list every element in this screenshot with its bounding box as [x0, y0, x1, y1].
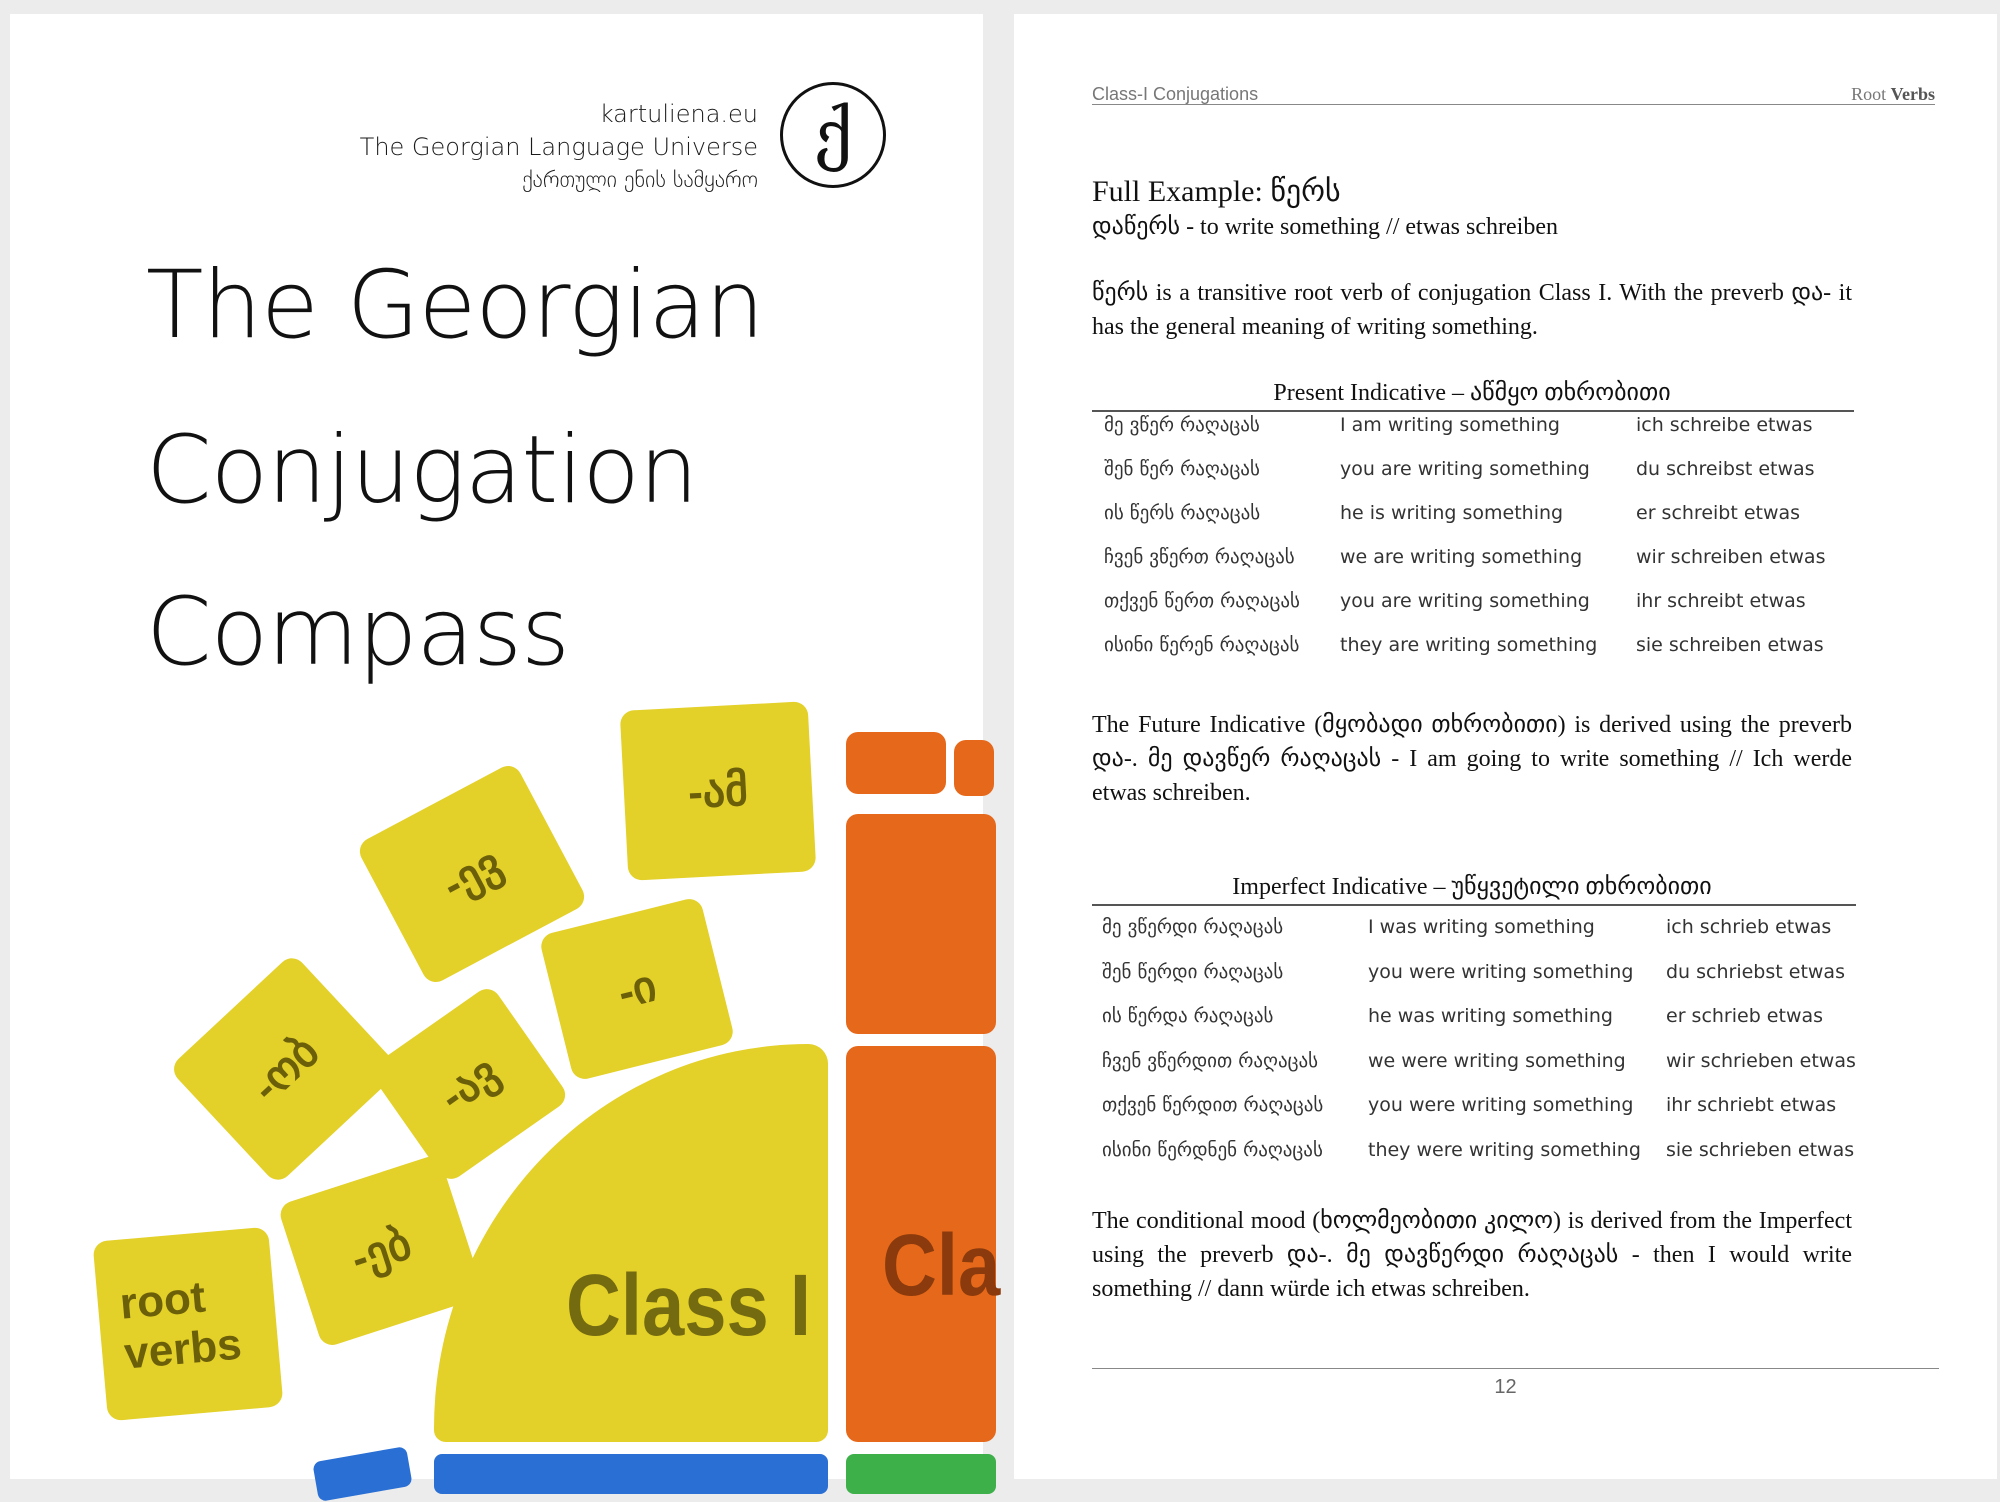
present-cell-georgian: ის წერს რაღაცას: [1104, 502, 1261, 524]
tile-av: -ავ: [367, 984, 570, 1185]
conditional-paragraph: The conditional mood (ხოლმეობითი კილო) is derived from the Imperfect using the preverb და-. მე დავწერდი რაღაცას - then I would write something // dann würde ich etwas schreiben.: [1092, 1208, 1852, 1302]
imperfect-cell-german: sie schrieben etwas: [1666, 1138, 1855, 1161]
brand-georgian: ქართული ენის სამყარო: [522, 168, 758, 193]
present-cell-georgian: თქვენ წერთ რაღაცას: [1104, 590, 1300, 612]
cover-page: [10, 14, 1001, 1479]
footer-rule: [1092, 1368, 1939, 1369]
imperfect-cell-english: he was writing something: [1368, 1005, 1613, 1027]
present-cell-german: wir schreiben etwas: [1636, 546, 1826, 568]
imperfect-cell-georgian: მე ვწერდი რაღაცას: [1102, 916, 1284, 938]
present-cell-georgian: ისინი წერენ რაღაცას: [1104, 634, 1300, 656]
orange-block-top-1: [846, 732, 946, 794]
example-heading: Full Example: წერს: [1092, 175, 1341, 208]
orange-block-mid: [846, 814, 996, 1034]
imperfect-cell-georgian: შენ წერდი რაღაცას: [1102, 960, 1284, 983]
brand-block: [360, 98, 758, 197]
tile-eb: -ებ: [277, 1153, 485, 1348]
present-cell-georgian: შენ წერ რაღაცას: [1104, 458, 1260, 480]
imperfect-cell-georgian: თქვენ წერდით რაღაცას: [1102, 1094, 1324, 1116]
blue-block-1: [312, 1446, 413, 1502]
imperfect-cell-german: ich schrieb etwas: [1666, 916, 1832, 938]
present-cell-english: we are writing something: [1340, 546, 1583, 568]
intro-paragraph: წერს is a transitive root verb of conjugation Class I. With the preverb და- it has the general meaning of writing something.: [1092, 280, 1852, 340]
brand-tagline: The Georgian Language Universe: [359, 133, 758, 161]
page-number: 12: [1494, 1376, 1517, 1398]
present-cell-german: du schreibst etwas: [1636, 458, 1815, 480]
present-table-rule: [1092, 410, 1854, 412]
imperfect-cell-english: they were writing something: [1368, 1138, 1641, 1161]
imperfect-cell-english: we were writing something: [1368, 1049, 1626, 1072]
blue-block-2: [434, 1454, 828, 1494]
imperfect-table-caption: Imperfect Indicative – უწყვეტილი თხრობითი: [1232, 874, 1712, 900]
imperfect-cell-german: er schrieb etwas: [1666, 1005, 1824, 1027]
title-line-3: Compass: [146, 578, 569, 687]
title-line-2: Conjugation: [146, 416, 698, 525]
present-cell-german: sie schreiben etwas: [1636, 634, 1824, 656]
tile-ob: -ობ: [168, 953, 401, 1186]
tile-ev: -ევ: [355, 761, 589, 987]
present-cell-english: they are writing something: [1340, 634, 1598, 656]
present-cell-german: er schreibt etwas: [1636, 502, 1801, 524]
imperfect-cell-georgian: ის წერდა რაღაცას: [1102, 1005, 1274, 1027]
brand-site: kartuliena.eu: [599, 100, 758, 128]
header-left: Class-I Conjugations: [1092, 84, 1259, 104]
imperfect-cell-georgian: ისინი წერდნენ რაღაცას: [1102, 1138, 1323, 1161]
imperfect-cell-georgian: ჩვენ ვწერდით რაღაცას: [1102, 1049, 1319, 1072]
present-cell-english: you are writing something: [1340, 458, 1590, 480]
header-right: Root Verbs: [1851, 84, 1935, 104]
imperfect-cell-german: du schriebst etwas: [1666, 960, 1845, 983]
present-cell-georgian: ჩვენ ვწერთ რაღაცას: [1104, 546, 1295, 568]
present-cell-english: he is writing something: [1340, 502, 1564, 524]
imperfect-cell-english: you were writing something: [1368, 960, 1634, 983]
example-subheading: დაწერს - to write something // etwas schreiben: [1092, 214, 1558, 240]
imperfect-cell-german: ihr schriebt etwas: [1666, 1094, 1837, 1116]
present-cell-german: ich schreibe etwas: [1636, 414, 1813, 436]
tile-root-verbs: root verbs: [92, 1227, 283, 1422]
present-cell-english: you are writing something: [1340, 590, 1590, 612]
future-paragraph: The Future Indicative (მყობადი თხრობითი) is derived using the preverb და-. მე დავწერ რაღაცას - I am going to write something // Ich werde etwas schreiben.: [1092, 712, 1852, 806]
running-header: [1092, 70, 1935, 105]
tile-i: -ი: [538, 896, 735, 1082]
logo-icon: ქ: [780, 82, 886, 188]
imperfect-cell-english: I was writing something: [1368, 916, 1595, 938]
content-page: [1014, 14, 1997, 1479]
imperfect-cell-german: wir schrieben etwas: [1666, 1049, 1856, 1072]
title-line-1: The Georgian: [146, 251, 764, 360]
present-cell-georgian: მე ვწერ რაღაცას: [1104, 414, 1260, 436]
tile-am: -ამ: [620, 701, 817, 881]
class-i-label: Class I: [566, 1256, 812, 1355]
imperfect-table-rule: [1092, 904, 1856, 906]
imperfect-cell-english: you were writing something: [1368, 1094, 1634, 1116]
present-cell-english: I am writing something: [1340, 414, 1560, 436]
present-table-caption: Present Indicative – აწმყო თხრობითი: [1273, 380, 1671, 406]
present-cell-german: ihr schreibt etwas: [1636, 590, 1806, 612]
green-block: [846, 1454, 996, 1494]
class-ii-label-partial: Cla: [882, 1216, 1001, 1315]
orange-block-top-2: [954, 740, 994, 796]
